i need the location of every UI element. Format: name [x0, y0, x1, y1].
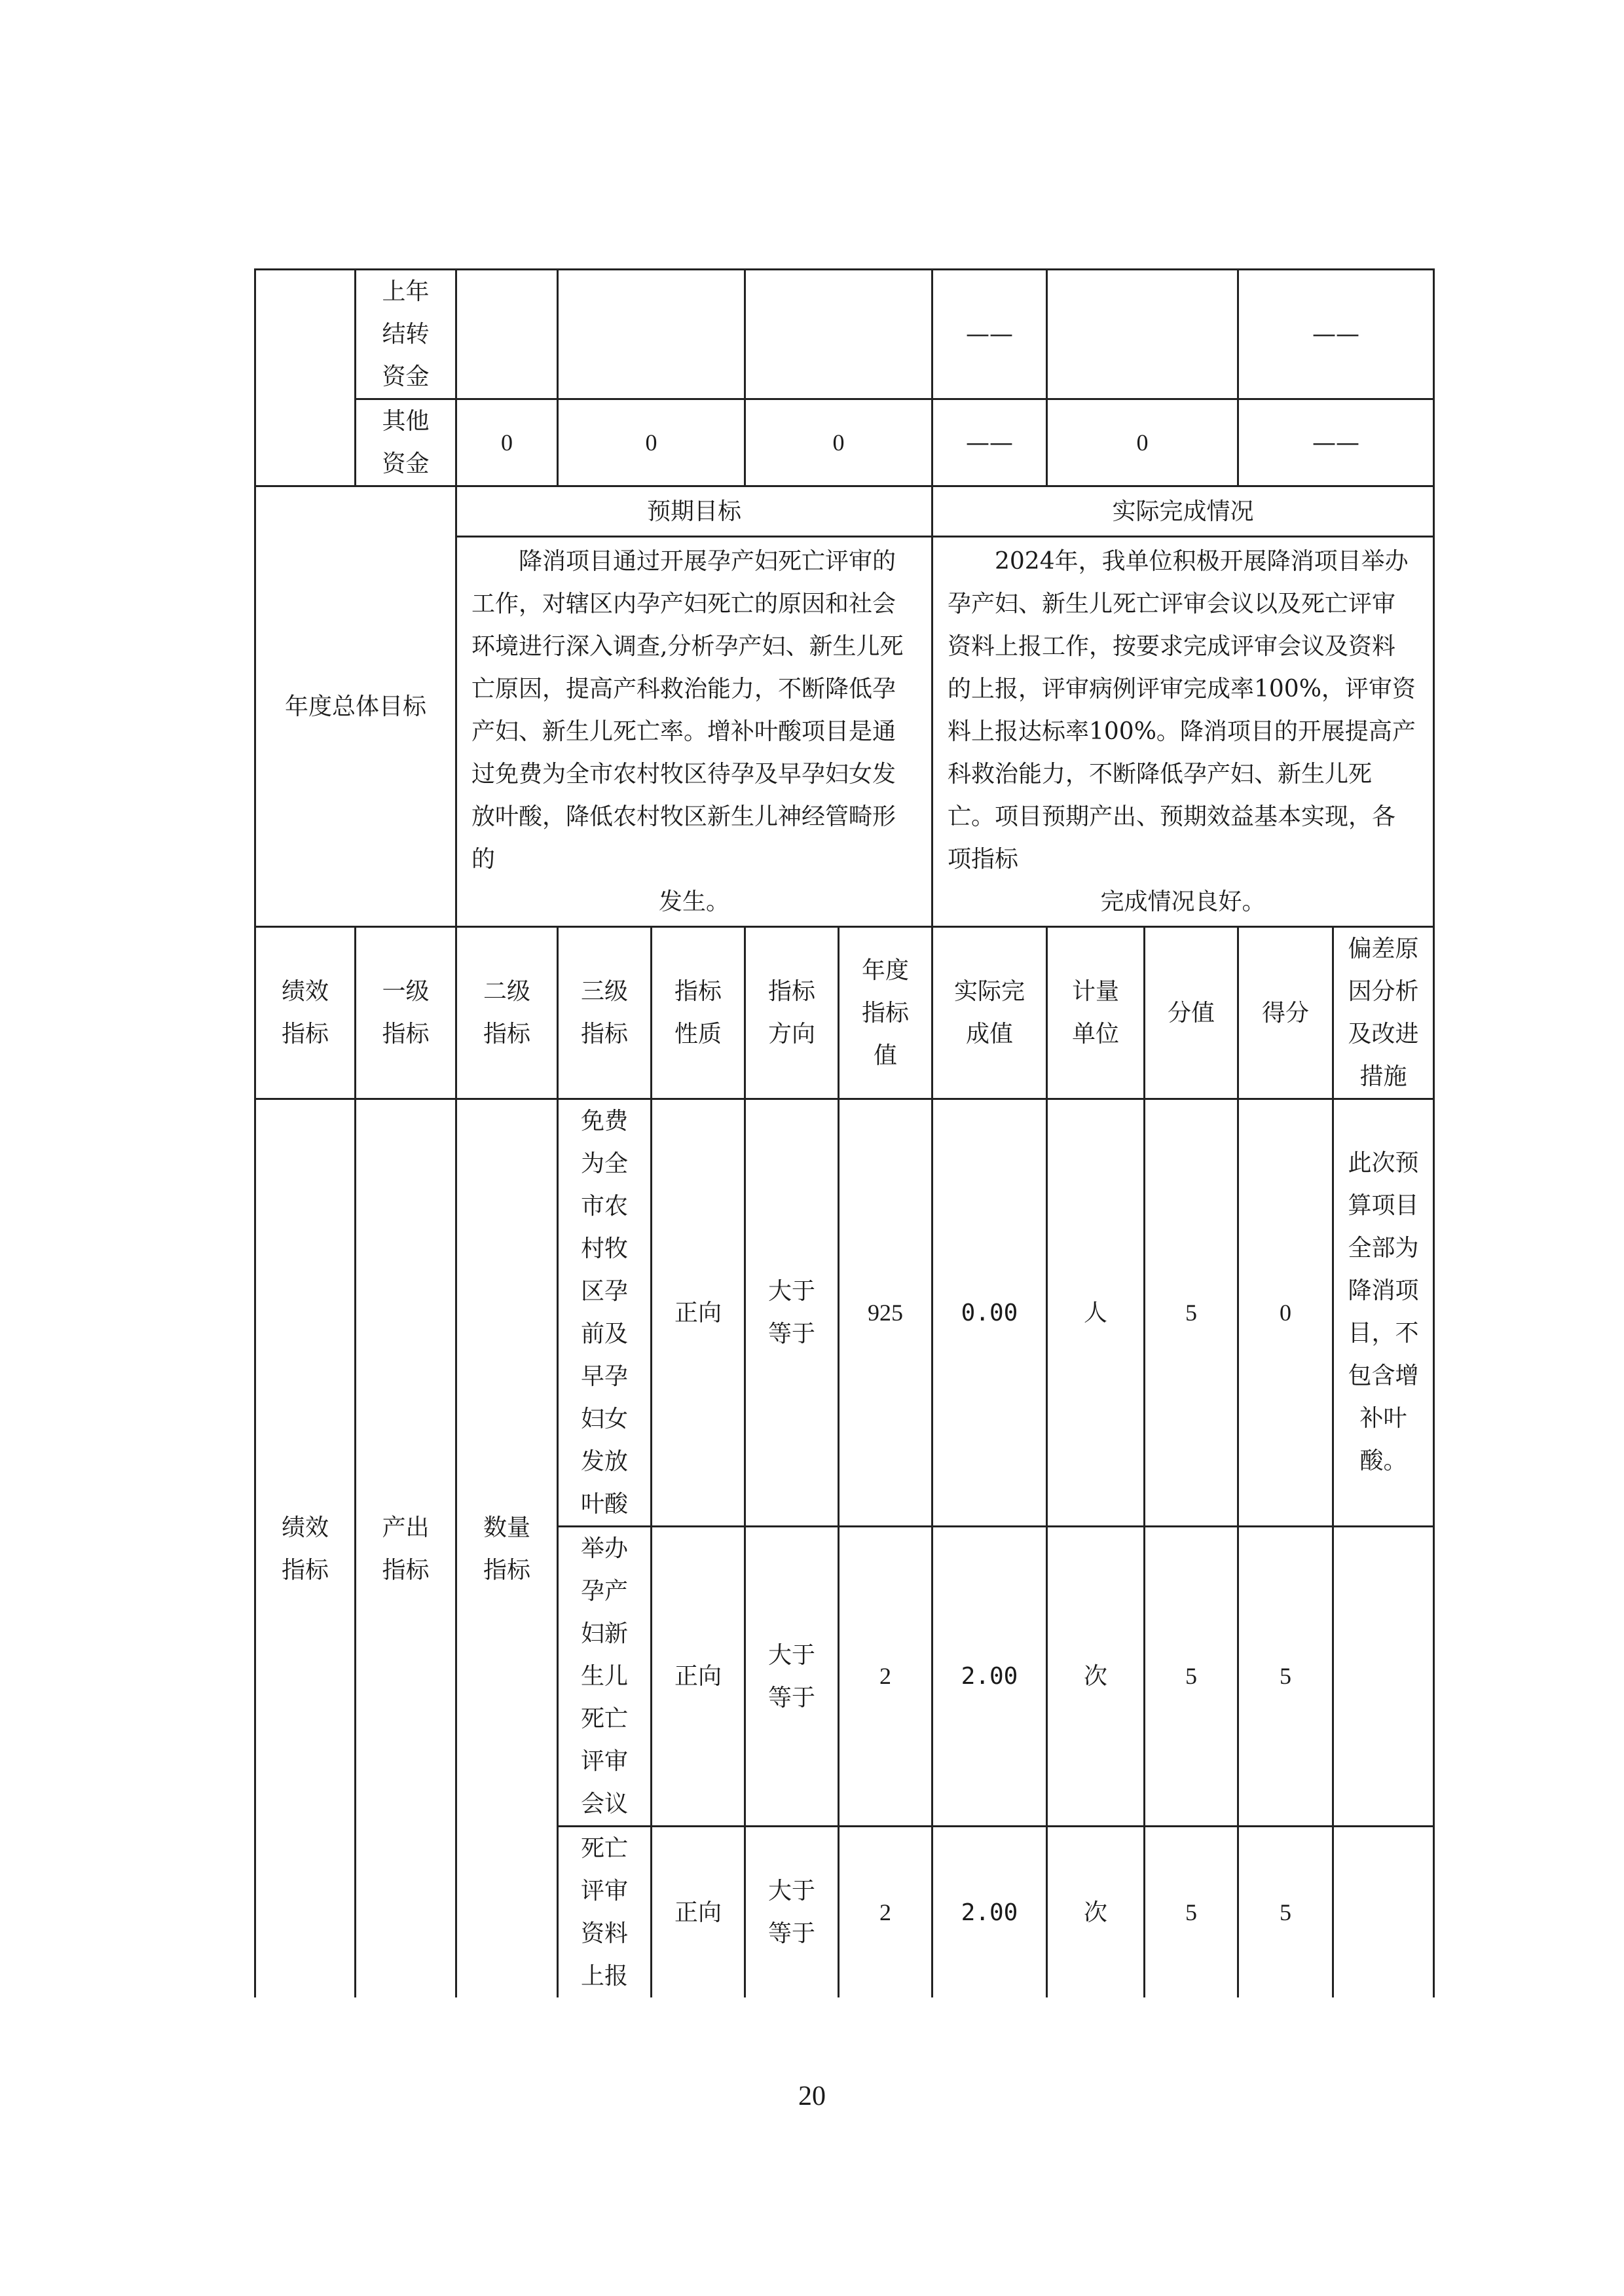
nature-cell: 正向 — [652, 1099, 745, 1527]
header-score: 得分 — [1238, 927, 1333, 1099]
weight-cell: 5 — [1145, 1099, 1238, 1527]
header-perf-indicator: 绩效指标 — [255, 927, 356, 1099]
other-funds-label: 其他资金 — [356, 399, 456, 486]
other-funds-row — [255, 399, 1434, 486]
level3-cell: 免费为全市农村牧区孕前及早孕妇女发放叶酸 — [558, 1099, 652, 1527]
funding-empty-cell — [255, 270, 356, 486]
header-weight: 分值 — [1145, 927, 1238, 1099]
carryover-value-4 — [1047, 270, 1238, 399]
expected-goal-text: 降消项目通过开展孕产妇死亡评审的工作，对辖区内孕产妇死亡的原因和社会环境进行深入调查,分析孕产妇、新生儿死亡原因，提高产科救治能力，不断降低孕产妇、新生儿死亡率。增补叶酸项目是通过免费为全市农村牧区待孕及早孕妇女发放叶酸，降低农村牧区新生儿神经管畸形的 发生。 — [456, 537, 932, 927]
unit-cell: 人 — [1047, 1099, 1145, 1527]
carryover-value-3 — [745, 270, 932, 399]
perf-indicator-cell: 绩效指标 — [255, 1099, 356, 1998]
actual-completion-text: 2024年，我单位积极开展降消项目举办孕产妇、新生儿死亡评审会议以及死亡评审资料上报工作，按要求完成评审会议及资料的上报，评审病例评审完成率100%，评审资料上报达标率100%。降消项目的开展提高产科救治能力，不断降低孕产妇、新生儿死亡。项目预期产出、预期效益基本实现，各项指标 完成情况良好。 — [932, 537, 1434, 927]
level3-cell: 举办孕产妇新生儿死亡评审会议 — [558, 1527, 652, 1827]
other-funds-dash-1: —— — [932, 399, 1047, 486]
header-level3: 三级指标 — [558, 927, 652, 1099]
other-funds-dash-2: —— — [1238, 399, 1434, 486]
level2-cell: 数量指标 — [456, 1099, 558, 1998]
nature-cell: 正向 — [652, 1527, 745, 1827]
target-cell: 2 — [839, 1527, 932, 1827]
performance-table — [254, 268, 1435, 1997]
expected-goal-header: 预期目标 — [456, 486, 932, 537]
deviation-cell — [1333, 1527, 1434, 1827]
carryover-dash-2: —— — [1238, 270, 1434, 399]
actual-cell: 2.00 — [932, 1527, 1047, 1827]
direction-cell: 大于等于 — [745, 1827, 839, 1998]
direction-cell: 大于等于 — [745, 1099, 839, 1527]
carryover-label: 上年结转资金 — [356, 270, 456, 399]
header-level2: 二级指标 — [456, 927, 558, 1099]
goal-header-row — [255, 486, 1434, 537]
header-unit: 计量单位 — [1047, 927, 1145, 1099]
other-funds-value-4: 0 — [1047, 399, 1238, 486]
actual-completion-header: 实际完成情况 — [932, 486, 1434, 537]
weight-cell: 5 — [1145, 1527, 1238, 1827]
header-deviation: 偏差原因分析及改进措施 — [1333, 927, 1434, 1099]
deviation-cell — [1333, 1827, 1434, 1998]
score-cell: 0 — [1238, 1099, 1333, 1527]
header-nature: 指标性质 — [652, 927, 745, 1099]
score-cell: 5 — [1238, 1827, 1333, 1998]
carryover-row — [255, 270, 1434, 399]
direction-cell: 大于等于 — [745, 1527, 839, 1827]
carryover-dash-1: —— — [932, 270, 1047, 399]
other-funds-value-1: 0 — [456, 399, 558, 486]
header-direction: 指标方向 — [745, 927, 839, 1099]
carryover-value-1 — [456, 270, 558, 399]
other-funds-value-3: 0 — [745, 399, 932, 486]
annual-goal-label: 年度总体目标 — [255, 486, 456, 927]
header-annual-target: 年度指标值 — [839, 927, 932, 1099]
indicator-header-row — [255, 927, 1434, 1099]
page-number: 20 — [798, 2081, 826, 2111]
table-row — [255, 1099, 1434, 1527]
actual-cell: 2.00 — [932, 1827, 1047, 1998]
header-actual-value: 实际完成值 — [932, 927, 1047, 1099]
other-funds-value-2: 0 — [558, 399, 745, 486]
carryover-value-2 — [558, 270, 745, 399]
nature-cell: 正向 — [652, 1827, 745, 1998]
target-cell: 2 — [839, 1827, 932, 1998]
unit-cell: 次 — [1047, 1527, 1145, 1827]
header-level1: 一级指标 — [356, 927, 456, 1099]
level1-cell: 产出指标 — [356, 1099, 456, 1998]
deviation-cell: 此次预算项目全部为降消项目，不包含增补叶酸。 — [1333, 1099, 1434, 1527]
level3-cell: 死亡评审资料上报 — [558, 1827, 652, 1998]
unit-cell: 次 — [1047, 1827, 1145, 1998]
score-cell: 5 — [1238, 1527, 1333, 1827]
weight-cell: 5 — [1145, 1827, 1238, 1998]
actual-cell: 0.00 — [932, 1099, 1047, 1527]
target-cell: 925 — [839, 1099, 932, 1527]
